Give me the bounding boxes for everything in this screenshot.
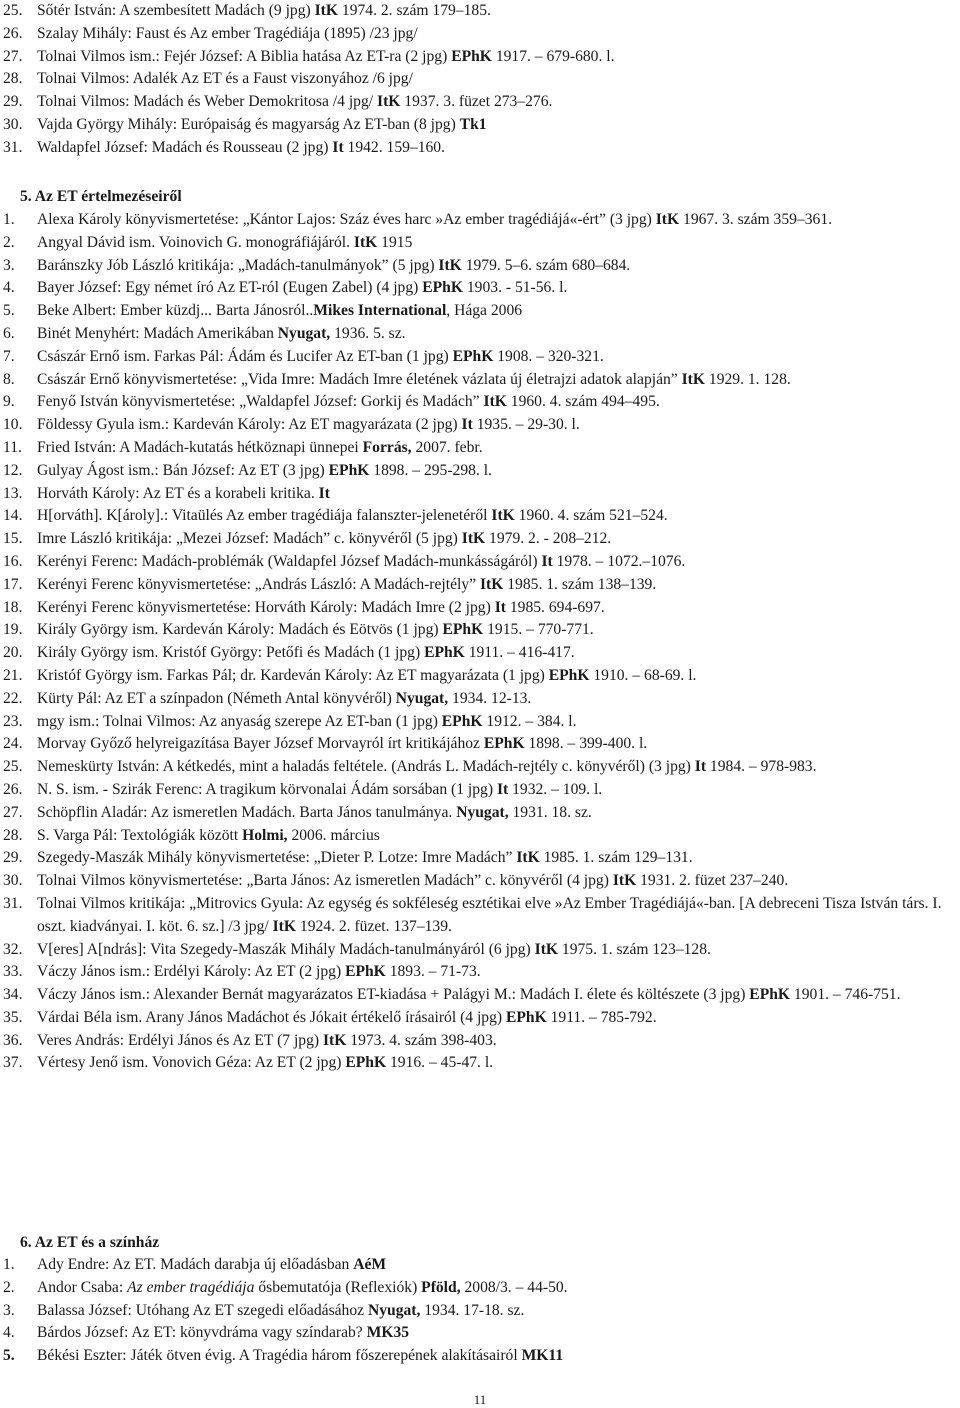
bibliography-entry: [0, 505, 946, 528]
entry-number: 31.: [3, 138, 23, 156]
bibliography-entry: [0, 277, 946, 300]
entry-text: mgy ism.: Tolnai Vilmos: Az anyaság szerepe Az ET-ban (1 jpg): [37, 712, 442, 730]
entry-citation: 1929. 1. 128.: [705, 370, 791, 388]
bibliography-entry: [0, 893, 946, 939]
bibliography-entry: [0, 961, 946, 984]
entry-source: Nyugat,: [277, 324, 331, 342]
entry-citation: 1935. – 29-30. l.: [472, 416, 580, 434]
entry-number: 33.: [3, 963, 23, 981]
entry-citation: 1911. – 785-792.: [546, 1008, 657, 1026]
entry-number: 28.: [3, 826, 23, 844]
entry-text: Horváth Károly: Az ET és a korabeli kritika.: [37, 484, 319, 502]
entry-text: Schöpflin Aladár: Az ismeretlen Madách. Barta János tanulmánya.: [37, 803, 457, 821]
entry-source: It: [461, 416, 473, 434]
bibliography-entry: [0, 1277, 946, 1300]
entry-text: Sőtér István: A szembesített Madách (9 jpg): [37, 2, 315, 19]
entry-text: Kerényi Ferenc: Madách-problémák (Waldapfel József Madách-munkásságáról): [37, 552, 542, 570]
entry-text: Gulyay Ágost ism.: Bán József: Az ET (3 jpg): [37, 461, 329, 479]
entry-source: EPhK: [345, 963, 386, 981]
entry-source: ItK: [272, 917, 296, 935]
entry-number: 4.: [3, 279, 15, 297]
bibliography-entry: [0, 137, 946, 160]
entry-source: EPhK: [441, 712, 483, 730]
entry-text: Tolnai Vilmos könyvismertetése: „Barta János: Az ismeretlen Madách” c. könyvéről (4 jpg): [37, 872, 613, 890]
entry-number: 14.: [3, 507, 23, 525]
entry-text: Bayer József: Egy német író Az ET-ról (Eugen Zabel) (4 jpg): [37, 279, 423, 297]
entry-text: Békési Eszter: Játék ötven évig. A Tragédia három főszerepének alakításairól: [37, 1347, 522, 1365]
entry-number: 30.: [3, 872, 23, 890]
entry-number: 1.: [3, 1256, 15, 1273]
entry-source: ItK: [655, 211, 680, 228]
bibliography-entry: [0, 91, 946, 114]
entry-citation: 1967. 3. szám 359–361.: [679, 211, 833, 228]
entry-number: 28.: [3, 70, 23, 88]
entry-citation: 1936. 5. sz.: [330, 324, 406, 342]
entry-number: 17.: [3, 575, 23, 593]
entry-citation: 1908. – 320-321.: [493, 347, 604, 365]
entry-number: 2.: [3, 233, 15, 251]
entry-source: Tk1: [459, 115, 487, 133]
entry-number: 24.: [3, 735, 23, 753]
entry-source: AéM: [353, 1256, 387, 1273]
entry-text: ősbemutatója (Reflexiók): [254, 1278, 422, 1296]
bibliography-entry: [0, 1322, 946, 1345]
entry-number: 6.: [3, 324, 15, 342]
entry-text: Váczy János ism.: Erdélyi Károly: Az ET (2 jpg): [37, 963, 346, 981]
entry-number: 13.: [3, 484, 23, 502]
bibliography-entry: [0, 1030, 946, 1053]
entry-source: EPhK: [424, 644, 465, 662]
entry-number: 21.: [3, 666, 23, 684]
bibliography-entry: [0, 1254, 946, 1277]
entry-source: It: [494, 598, 506, 616]
entry-number: 2.: [3, 1278, 15, 1296]
entry-source: ItK: [612, 872, 637, 890]
entry-source: EPhK: [422, 279, 463, 297]
entry-citation: 1931. 18. sz.: [508, 803, 592, 821]
entry-number: 26.: [3, 780, 23, 798]
entry-text: Balassa József: Utóhang Az ET szegedi előadásához: [37, 1301, 368, 1319]
entry-text: Császár Ernő könyvismertetése: „Vida Imre: Madách Imre életének vázlata új életrajzi adatok alapján”: [37, 370, 682, 388]
entry-number: 29.: [3, 849, 23, 867]
entry-source: It: [541, 552, 553, 570]
bibliography-entry: [0, 483, 946, 506]
entry-text: Waldapfel József: Madách és Rousseau (2 jpg): [37, 138, 333, 156]
entry-source: EPhK: [505, 1008, 547, 1026]
bibliography-entry: [0, 209, 946, 232]
entry-text: Imre László kritikája: „Mezei József: Madách” c. könyvéről (5 jpg): [37, 530, 462, 548]
entry-source: It: [694, 758, 707, 776]
entry-citation: 1912. – 384. l.: [482, 712, 577, 730]
entry-source: It: [496, 780, 509, 798]
bibliography-entry: [0, 255, 946, 278]
entry-citation: 2007. febr.: [411, 438, 483, 456]
entry-citation: 1931. 2. füzet 237–240.: [636, 872, 789, 890]
entry-citation: 1934. 12-13.: [448, 689, 532, 707]
entry-citation: 1917. – 679-680. l.: [491, 47, 615, 65]
entry-number: 36.: [3, 1031, 23, 1049]
entry-text: Szegedy-Maszák Mihály könyvismertetése: „Dieter P. Lotze: Imre Madách”: [37, 849, 517, 867]
entry-citation: 1937. 3. füzet 273–276.: [400, 93, 553, 111]
entry-source: ItK: [479, 575, 504, 593]
entry-source: MK11: [521, 1347, 564, 1365]
entry-text: Kristóf György ism. Farkas Pál; dr. Kardeván Károly: Az ET magyarázata (1 jpg): [37, 666, 549, 684]
entry-citation: 1960. 4. szám 521–524.: [514, 507, 668, 525]
entry-number: 10.: [3, 416, 23, 434]
entry-citation: 1978. – 1072.–1076.: [552, 552, 686, 570]
entry-source: Holmi,: [242, 826, 288, 844]
entry-citation: 1911. – 416-417.: [464, 644, 575, 662]
entry-number: 12.: [3, 461, 23, 479]
entry-citation: 1985. 1. szám 129–131.: [539, 849, 693, 867]
entry-number: 8.: [3, 370, 15, 388]
entry-text: Tolnai Vilmos: Madách és Weber Demokritosa /4 jpg/: [37, 93, 378, 111]
bibliography-entry: [0, 68, 946, 91]
entry-citation: 1915: [377, 233, 413, 251]
entry-text: Fenyő István könyvismertetése: „Waldapfel József: Gorkij és Madách”: [37, 393, 484, 411]
entry-citation: 2006. március: [287, 826, 380, 844]
bibliography-entry: [0, 711, 946, 734]
entry-number: 1.: [3, 211, 15, 228]
entry-number: 5.: [3, 1347, 15, 1365]
entry-text: Kerényi Ferenc könyvismertetése: „András László: A Madách-rejtély”: [37, 575, 480, 593]
entry-number: 3.: [3, 256, 15, 274]
entry-text: Angyal Dávid ism. Voinovich G. monográfiájáról.: [37, 233, 354, 251]
entry-number: 4.: [3, 1324, 15, 1342]
entry-text: Nemeskürty István: A kétkedés, mint a haladás feltétele. (András L. Madách-rejtély c. könyvéről) (3 jpg): [37, 758, 695, 776]
bibliography-entry: [0, 688, 946, 711]
entry-text: Baránszky Jób László kritikája: „Madách-tanulmányok” (5 jpg): [37, 256, 439, 274]
entry-number: 15.: [3, 530, 23, 548]
bibliography-entry: [0, 847, 946, 870]
entry-source: EPhK: [749, 986, 791, 1004]
bibliography-list-theatre: [0, 1254, 946, 1368]
entry-citation: 1985. 694-697.: [505, 598, 605, 616]
bibliography-entry: [0, 460, 946, 483]
entry-number: 16.: [3, 552, 23, 570]
bibliography-entry: [0, 1007, 946, 1030]
bibliography-entry: [0, 414, 946, 437]
entry-number: 27.: [3, 803, 23, 821]
entry-source: ItK: [681, 370, 705, 388]
entry-text: Fried István: A Madách-kutatás hétköznapi ünnepei: [37, 438, 363, 456]
entry-citation: 1910. – 68-69. l.: [589, 666, 697, 684]
bibliography-entry: [0, 23, 946, 46]
bibliography-entry: [0, 323, 946, 346]
entry-number: 30.: [3, 115, 23, 133]
entry-text: V[eres] A[ndrás]: Vita Szegedy-Maszák Mihály Madách-tanulmányáról (6 jpg): [37, 940, 535, 958]
bibliography-entry: [0, 779, 946, 802]
bibliography-entry: [0, 665, 946, 688]
bibliography-entry: [0, 346, 946, 369]
entry-citation: 1984. – 978-983.: [706, 758, 817, 776]
entry-source: EPhK: [483, 735, 525, 753]
entry-citation: 1975. 1. szám 123–128.: [558, 940, 711, 958]
bibliography-entry: [0, 437, 946, 460]
entry-text: Beke Albert: Ember küzdj... Barta Jánosról..: [37, 302, 314, 320]
entry-citation: 1903. - 51-56. l.: [462, 279, 568, 297]
entry-source: ItK: [491, 507, 515, 525]
bibliography-entry: [0, 300, 946, 323]
bibliography-entry: [0, 802, 946, 825]
entry-citation: 1934. 17-18. sz.: [420, 1301, 525, 1319]
entry-source: EPhK: [451, 47, 492, 65]
entry-text: Vértesy Jenő ism. Vonovich Géza: Az ET (2 jpg): [37, 1054, 346, 1072]
entry-citation: 1985. 1. szám 138–139.: [503, 575, 657, 593]
entry-citation: 1898. – 295-298. l.: [369, 461, 492, 479]
entry-number: 7.: [3, 347, 15, 365]
entry-text: Tolnai Vilmos kritikája: „Mitrovics Gyula: Az egység és sokféleség esztétikai elve »Az Ember Tragédiájá«-ban. [A debreceni Tisza István társ. I. oszt. kiadványai. I. köt. 6. sz.] /3 jpg/: [37, 894, 942, 935]
entry-text: Császár Ernő ism. Farkas Pál: Ádám és Lucifer Az ET-ban (1 jpg): [37, 347, 453, 365]
entry-source: Nyugat,: [456, 803, 509, 821]
entry-number: 35.: [3, 1008, 23, 1026]
entry-text: Alexa Károly könyvismertetése: „Kántor Lajos: Száz éves harc »Az ember tragédiájá«-ért” (3 jpg): [37, 211, 656, 228]
entry-number: 20.: [3, 644, 23, 662]
bibliography-entry: [0, 619, 946, 642]
entry-citation: 1901. – 746-751.: [790, 986, 901, 1004]
entry-number: 27.: [3, 47, 23, 65]
entry-citation: 1979. 5–6. szám 680–684.: [461, 256, 631, 274]
entry-text: Kürty Pál: Az ET a színpadon (Németh Antal könyvéről): [37, 689, 396, 707]
bibliography-entry: [0, 369, 946, 392]
bibliography-entry: [0, 597, 946, 620]
entry-citation: 1898. – 399-400. l.: [524, 735, 648, 753]
entry-number: 22.: [3, 689, 23, 707]
entry-number: 3.: [3, 1301, 15, 1319]
entry-citation: 1973. 4. szám 398-403.: [346, 1031, 497, 1049]
bibliography-entry: [0, 642, 946, 665]
entry-source: Forrás,: [362, 438, 412, 456]
entry-source: Mikes International: [313, 302, 447, 320]
entry-source: ItK: [314, 2, 338, 19]
entry-citation: , Hága 2006: [446, 302, 523, 320]
entry-number: 37.: [3, 1054, 23, 1072]
entry-text: Tolnai Vilmos: Adalék Az ET és a Faust viszonyához /6 jpg/: [37, 70, 413, 88]
entry-source: It: [318, 484, 330, 502]
section-heading-5: 5. Az ET értelmezéseiről: [20, 188, 182, 205]
entry-italic-title: Az ember tragédiája: [127, 1278, 255, 1296]
bibliography-entry: [0, 939, 946, 962]
entry-citation: 1924. 2. füzet. 137–139.: [296, 917, 452, 935]
entry-source: EPhK: [442, 621, 484, 639]
entry-source: ItK: [377, 93, 401, 111]
entry-text: Szalay Mihály: Faust és Az ember Tragédiája (1895) /23 jpg/: [37, 24, 418, 42]
entry-number: 32.: [3, 940, 23, 958]
bibliography-list-interpretations: [0, 209, 946, 1075]
page-number: 11: [473, 1392, 487, 1407]
entry-number: 31.: [3, 894, 23, 912]
bibliography-entry: [0, 984, 946, 1007]
entry-text: Váczy János ism.: Alexander Bernát magyarázatos ET-kiadása + Palágyi M.: Madách I. élete és költészete (3 jpg): [37, 986, 750, 1004]
entry-text: Morvay Győző helyreigazítása Bayer József Morvayról írt kritikájához: [37, 735, 484, 753]
entry-text: Várdai Béla ism. Arany János Madáchot és Jókait értékelő írásairól (4 jpg): [37, 1008, 506, 1026]
bibliography-entry: [0, 756, 946, 779]
entry-source: EPhK: [452, 347, 494, 365]
entry-number: 29.: [3, 93, 23, 111]
entry-number: 26.: [3, 24, 23, 42]
entry-source: Pföld,: [421, 1278, 461, 1296]
bibliography-entry: [0, 733, 946, 756]
entry-text: Földessy Gyula ism.: Kardeván Károly: Az ET magyarázata (2 jpg): [37, 416, 462, 434]
entry-number: 18.: [3, 598, 23, 616]
entry-text: Veres András: Erdélyi János és Az ET (7 jpg): [37, 1031, 323, 1049]
entry-number: 25.: [3, 758, 23, 776]
entry-citation: 1893. – 71-73.: [385, 963, 481, 981]
entry-source: EPhK: [345, 1054, 387, 1072]
bibliography-entry: [0, 870, 946, 893]
bibliography-entry: [0, 232, 946, 255]
entry-number: 34.: [3, 986, 23, 1004]
bibliography-entry: [0, 391, 946, 414]
bibliography-entry: [0, 528, 946, 551]
entry-source: ItK: [461, 530, 486, 548]
entry-source: Nyugat,: [367, 1301, 421, 1319]
entry-number: 9.: [3, 393, 15, 411]
entry-citation: 1960. 4. szám 494–495.: [506, 393, 660, 411]
entry-number: 25.: [3, 2, 23, 19]
entry-text: Binét Menyhért: Madách Amerikában: [37, 324, 278, 342]
entry-text: Kerényi Ferenc könyvismertetése: Horváth Károly: Madách Imre (2 jpg): [37, 598, 495, 616]
entry-citation: 1916. – 45-47. l.: [386, 1054, 494, 1072]
bibliography-entry: [0, 551, 946, 574]
entry-text: Bárdos József: Az ET: könyvdráma vagy színdarab?: [37, 1324, 367, 1342]
bibliography-entry: [0, 1052, 946, 1075]
entry-source: It: [332, 138, 344, 156]
entry-text: Tolnai Vilmos ism.: Fejér József: A Biblia hatása Az ET-ra (2 jpg): [37, 47, 452, 65]
entry-text: Király György ism. Kristóf György: Petőfi és Madách (1 jpg): [37, 644, 425, 662]
section-heading-6: 6. Az ET és a színház: [20, 1234, 160, 1251]
entry-text: H[orváth]. K[ároly].: Vitaülés Az ember tragédiája falanszter-jelenetéről: [37, 507, 492, 525]
entry-source: ItK: [483, 393, 507, 411]
entry-number: 11.: [3, 438, 22, 456]
bibliography-list-continued: [0, 0, 946, 160]
entry-source: Nyugat,: [395, 689, 449, 707]
entry-citation: 2008/3. – 44-50.: [460, 1278, 568, 1296]
entry-citation: 1932. – 109. l.: [508, 780, 603, 798]
bibliography-entry: [0, 825, 946, 848]
bibliography-entry: [0, 0, 946, 23]
bibliography-entry: [0, 1345, 946, 1368]
bibliography-entry: [0, 574, 946, 597]
entry-source: ItK: [353, 233, 378, 251]
bibliography-entry: [0, 46, 946, 69]
entry-citation: 1974. 2. szám 179–185.: [338, 2, 491, 19]
entry-source: ItK: [322, 1031, 347, 1049]
entry-source: ItK: [534, 940, 559, 958]
entry-source: EPhK: [548, 666, 590, 684]
entry-text: Vajda György Mihály: Európaiság és magyarság Az ET-ban (8 jpg): [37, 115, 460, 133]
entry-text: S. Varga Pál: Textológiák között: [37, 826, 243, 844]
entry-text: Király György ism. Kardeván Károly: Madách és Eötvös (1 jpg): [37, 621, 443, 639]
entry-source: ItK: [516, 849, 540, 867]
entry-source: EPhK: [328, 461, 370, 479]
entry-citation: 1915. – 770-771.: [483, 621, 594, 639]
bibliography-entry: [0, 114, 946, 137]
entry-citation: 1979. 2. - 208–212.: [485, 530, 612, 548]
entry-number: 19.: [3, 621, 23, 639]
bibliography-entry: [0, 1300, 946, 1323]
entry-text: Ady Endre: Az ET. Madách darabja új előadásban: [37, 1256, 354, 1273]
entry-text: N. S. ism. - Szirák Ferenc: A tragikum körvonalai Ádám sorsában (1 jpg): [37, 780, 497, 798]
entry-number: 5.: [3, 302, 15, 320]
entry-text: Andor Csaba:: [37, 1278, 128, 1296]
entry-number: 23.: [3, 712, 23, 730]
entry-source: MK35: [366, 1324, 410, 1342]
entry-citation: 1942. 159–160.: [343, 138, 445, 156]
entry-source: ItK: [438, 256, 462, 274]
